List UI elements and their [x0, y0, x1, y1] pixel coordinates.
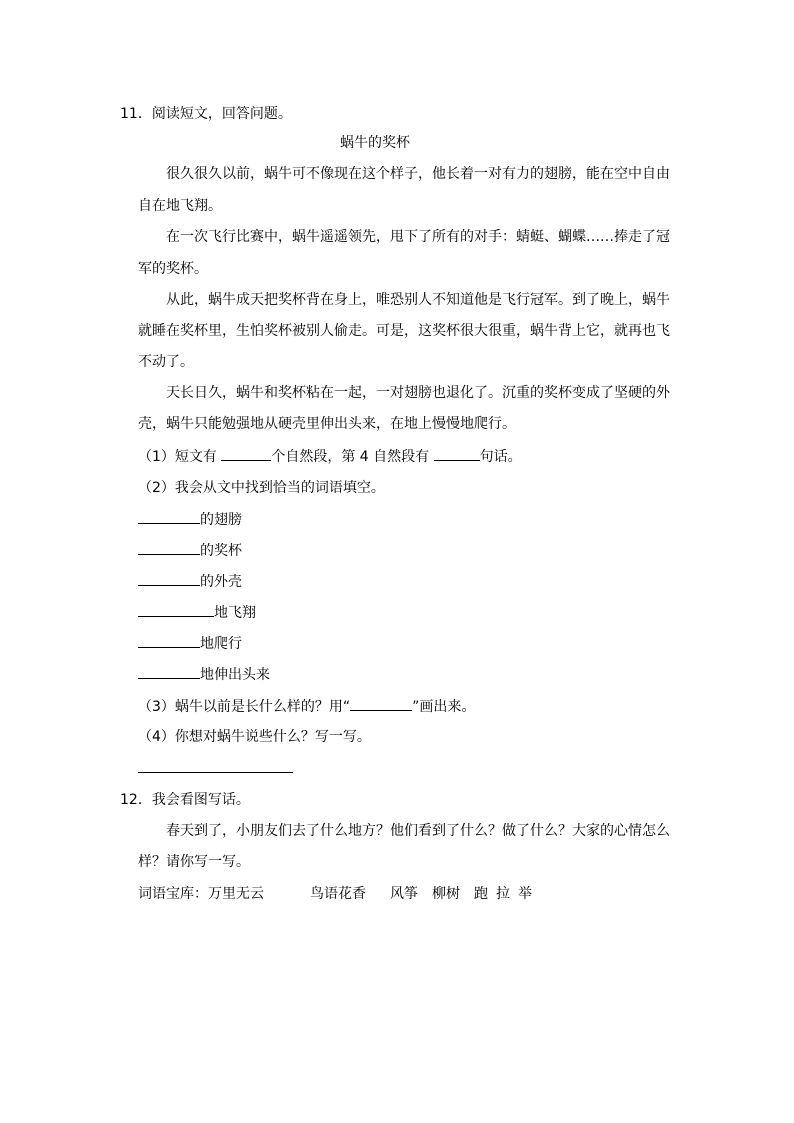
fill-item-label: 的翅膀	[200, 512, 242, 528]
fill-item	[138, 509, 242, 530]
paragraph-4-line-2: 壳，蜗牛只能勉强地从硬壳里伸出头来，在地上慢慢地爬行。	[138, 416, 516, 432]
question-11-heading: 11．阅读短文，回答问题。	[120, 106, 292, 122]
fill-item-label: 地飞翔	[214, 605, 256, 621]
answer-blank[interactable]	[138, 509, 200, 524]
fill-item	[138, 633, 242, 654]
fill-item	[138, 664, 270, 685]
answer-blank[interactable]	[138, 602, 214, 617]
word: 万里无云	[208, 886, 264, 902]
answer-line[interactable]	[138, 772, 293, 773]
sub-question-1	[138, 446, 522, 467]
paragraph-1-line-1: 很久很久以前，蜗牛可不像现在这个样子，他长着一对有力的翅膀，能在空中自由	[166, 166, 670, 182]
answer-blank[interactable]	[138, 540, 200, 555]
word: 风筝	[390, 886, 418, 902]
sub1-text-a: （1）短文有	[138, 449, 222, 465]
sub1-text-b: 个自然段，第 4 自然段有	[271, 449, 434, 465]
word: 举	[518, 886, 532, 902]
answer-blank[interactable]	[434, 446, 480, 461]
sub-question-2: （2）我会从文中找到恰当的词语填空。	[138, 480, 385, 496]
answer-blank[interactable]	[138, 633, 200, 648]
prompt-line-2: 样？请你写一写。	[138, 854, 250, 870]
paragraph-3-line-1: 从此，蜗牛成天把奖杯背在身上，唯恐别人不知道他是飞行冠军。到了晚上，蜗牛	[166, 292, 670, 308]
word-bank-label: 词语宝库：	[138, 886, 208, 902]
sub3-text-b: ”画出来。	[412, 699, 476, 715]
paragraph-3-line-3: 不动了。	[138, 354, 194, 370]
paragraph-2-line-1: 在一次飞行比赛中，蜗牛遥遥领先，甩下了所有的对手：蜻蜓、蝴蝶……捧走了冠	[166, 229, 670, 245]
word: 跑	[474, 886, 488, 902]
paragraph-4-line-1: 天长日久，蜗牛和奖杯粘在一起，一对翅膀也退化了。沉重的奖杯变成了坚硬的外	[166, 385, 670, 401]
prompt-line-1: 春天到了，小朋友们去了什么地方？他们看到了什么？做了什么？大家的心情怎么	[166, 823, 670, 839]
paragraph-1-line-2: 自在地飞翔。	[138, 198, 222, 214]
fill-item-label: 地伸出头来	[200, 667, 270, 683]
fill-item	[138, 602, 256, 623]
underline-sample	[350, 696, 412, 711]
sub3-text-a: （3）蜗牛以前是长什么样的？用“	[138, 699, 351, 715]
answer-blank[interactable]	[138, 664, 200, 679]
word: 鸟语花香	[310, 886, 366, 902]
sub1-text-c: 句话。	[479, 449, 522, 465]
sub-question-4: （4）你想对蜗牛说些什么？写一写。	[138, 729, 371, 745]
answer-blank[interactable]	[138, 571, 200, 586]
word: 柳树	[432, 886, 460, 902]
question-12-heading: 12．我会看图写话。	[120, 792, 250, 808]
fill-item-label: 的奖杯	[200, 543, 242, 559]
fill-item	[138, 571, 242, 592]
paragraph-2-line-2: 军的奖杯。	[138, 261, 208, 277]
answer-blank[interactable]	[221, 446, 271, 461]
word-bank	[138, 884, 532, 904]
sub-question-3	[138, 696, 475, 717]
fill-item	[138, 540, 242, 561]
fill-item-label: 地爬行	[200, 636, 242, 652]
word: 拉	[496, 886, 510, 902]
fill-item-label: 的外壳	[200, 574, 242, 590]
paragraph-3-line-2: 就睡在奖杯里，生怕奖杯被别人偷走。可是，这奖杯很大很重，蜗牛背上它，就再也飞	[138, 323, 670, 339]
passage-title: 蜗牛的奖杯	[340, 135, 410, 151]
